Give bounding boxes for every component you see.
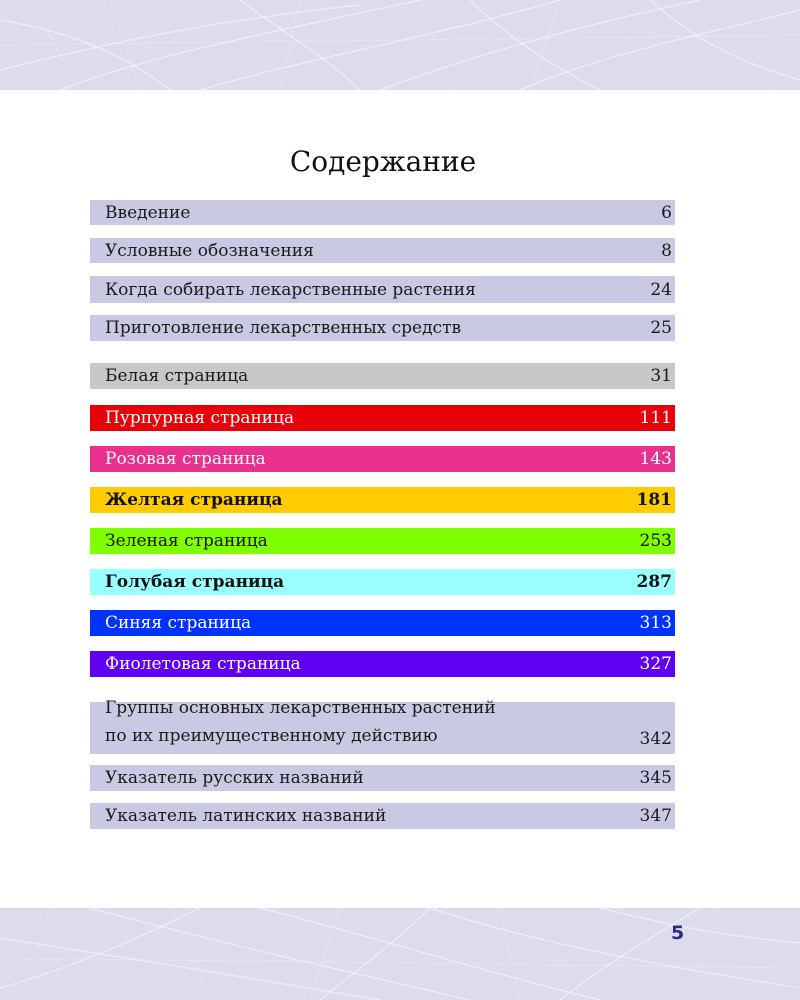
toc-entry-pink-page[interactable]	[90, 446, 675, 472]
toc-label: Указатель латинских названий	[105, 806, 387, 826]
page-title: Содержание	[289, 145, 477, 178]
leaf-texture	[0, 0, 800, 90]
toc-label: Введение	[105, 202, 191, 223]
toc-label: Фиолетовая страница	[105, 654, 301, 674]
toc-entry-harvesting[interactable]	[90, 276, 675, 303]
toc-entry-white-page[interactable]	[90, 363, 675, 389]
toc-page: 347	[639, 806, 672, 826]
toc-label: Белая страница	[105, 366, 249, 386]
toc-entry-blue-page[interactable]	[90, 610, 675, 636]
toc-page: 111	[639, 408, 672, 428]
toc-entry-legend[interactable]	[90, 238, 675, 263]
toc-label: Розовая страница	[105, 449, 266, 469]
toc-entry-green-page[interactable]	[90, 528, 675, 554]
toc-entry-preparation[interactable]	[90, 315, 675, 341]
toc-label: Приготовление лекарственных средств	[105, 318, 462, 338]
toc-label: Голубая страница	[105, 572, 285, 592]
toc-page: 143	[639, 449, 672, 469]
toc-entry-violet-page[interactable]	[90, 651, 675, 677]
toc-page: 31	[650, 366, 672, 386]
toc-entry-russian-index[interactable]	[90, 765, 675, 791]
toc-page: 24	[650, 279, 672, 300]
toc-label: Указатель русских названий	[105, 768, 364, 788]
toc-entry-latin-index[interactable]	[90, 803, 675, 829]
toc-entry-purple-page[interactable]	[90, 405, 675, 431]
toc-page: 25	[650, 318, 672, 338]
toc-label: Группы основных лекарственных растений по их преимущественному действию	[105, 698, 496, 746]
toc-page: 342	[639, 729, 672, 749]
toc-entry-plant-groups[interactable]	[90, 698, 675, 754]
toc-entry-yellow-page[interactable]	[90, 487, 675, 513]
page-number: 5	[671, 922, 685, 944]
toc-label: Условные обозначения	[105, 240, 314, 261]
toc-page: 253	[639, 531, 672, 551]
toc-entry-introduction[interactable]	[90, 200, 675, 225]
toc-page: 8	[661, 240, 672, 261]
toc-page: 6	[661, 202, 672, 223]
toc-page: 287	[636, 572, 672, 592]
toc-label: Пурпурная страница	[105, 408, 295, 428]
top-leaf-band	[0, 0, 800, 90]
toc-label: Желтая страница	[105, 490, 283, 510]
toc-label: Синяя страница	[105, 613, 252, 633]
toc-label: Когда собирать лекарственные растения	[105, 279, 476, 300]
toc-entry-cyan-page[interactable]	[90, 569, 675, 595]
toc-page: 313	[639, 613, 672, 633]
toc-page: 327	[639, 654, 672, 674]
toc-page: 181	[636, 490, 672, 510]
toc-label: Зеленая страница	[105, 531, 268, 551]
toc-page: 345	[639, 768, 672, 788]
